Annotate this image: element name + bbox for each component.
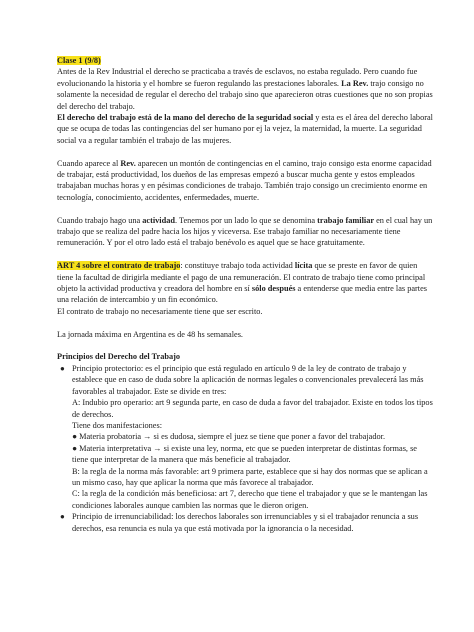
text-run: que se preste en favor de quien tiene la facultad de dirigirla mediante el pago de una remuneración. El contrato de trabajo tiene como principal objeto la actividad productiva y creadora del hombre en sí	[57, 261, 426, 294]
text-run: ● Materia probatoria → si es dudosa, siempre el juez se tiene que poner a favor del trabajador.	[72, 432, 386, 442]
heading-text: Principios del Derecho del Trabajo	[57, 352, 181, 362]
bold-run: La Rev.	[341, 78, 369, 88]
spacer	[57, 203, 434, 214]
bold-run: El derecho del trabajo está de la mano del derecho de la seguridad social	[57, 113, 314, 123]
spacer	[57, 340, 434, 351]
class-title-highlight: Clase 1 (9/8)	[57, 56, 101, 65]
list-item-irrenunciabilidad	[57, 511, 434, 534]
text-run: ● Materia interpretativa → si existe una ley, norma, etc que se pueden interpretar de distintas formas, se tiene que interpretar de la manera que más beneficie al trabajador.	[72, 443, 417, 465]
text-run: trajo consigo no solamente la necesidad de regular el derecho del trabajo sino que aparecieron otras cuestiones que no son propias del derecho del trabajo.	[57, 78, 433, 111]
paragraph-activity	[57, 215, 434, 249]
spacer	[57, 249, 434, 260]
text-run: Principio de irrenunciabilidad: los derechos laborales son irrenunciables y si el trabajador renuncia a sus derechos, esa renuncia es nula ya que está motivada por la ignorancia o la necesidad.	[72, 512, 419, 533]
section-heading	[57, 351, 434, 362]
text-run: Principio protectorio: es el principio que está regulado en artículo 9 de la ley de contrato de trabajo y establece que en caso de duda sobre la aplicación de normas legales o convencionales prevalecerá las más favorables al trabajador. Este se divide en tres:	[72, 363, 424, 396]
text-run: a entenderse que media entre las partes una relación de intercambio y un fin económico.	[57, 284, 428, 305]
art4-highlight: ART 4 sobre el contrato de trabajo	[57, 261, 181, 271]
text-run: C: la regla de la condición más beneficiosa: art 7, derecho que tiene el trabajador y que se le mantengan las condiciones laborales aunque cambien las normas que le dieron origen.	[72, 489, 428, 510]
paragraph-revolution	[57, 158, 434, 204]
text-run: B: la regla de la norma más favorable: art 9 primera parte, establece que si hay dos normas que se aplican a un mismo caso, hay que aplicar la norma que más favorece al trabajador.	[72, 466, 428, 487]
paragraph-max-hours: La jornada máxima en Argentina es de 48 hs semanales.	[57, 329, 244, 339]
principles-list	[57, 363, 434, 534]
text-run: : constituye trabajo toda actividad	[180, 261, 295, 271]
spacer	[57, 146, 434, 157]
class-title	[57, 55, 434, 66]
text-run: y esta es el área del derecho laboral que se ocupa de todas las contingencias del ser humano por ej la vejez, la maternidad, la muerte. La seguridad social va a regular también el trabajo de las mujeres.	[57, 113, 433, 145]
paragraph-intro	[57, 66, 434, 112]
bold-run: actividad	[142, 215, 175, 225]
paragraph-art4	[57, 260, 434, 306]
bold-run: sólo después	[251, 284, 296, 294]
bullet-icon: ●	[60, 363, 65, 373]
text-run: aparecen un montón de contingencias en el camino, trajo consigo esta enorme capacidad de trabajar, está productividad, los dueños de las empresas empezó a buscar mucha gente y estos empleados trabajaban muchas horas y en pésimas condiciones de trabajo. También trajo consigo un crecimiento enorme en tecnología, conocimiento, accidentes, enfermedades, muerte.	[57, 158, 432, 202]
paragraph-contract-written: El contrato de trabajo no necesariamente tiene que ser escrito.	[57, 306, 263, 316]
bold-run: Rev.	[120, 158, 136, 168]
text-run: A: Indubio pro operario: art 9 segunda parte, en caso de duda a favor del trabajador. Existe en todos los tipos de derechos.	[72, 398, 433, 419]
paragraph-social-security	[57, 112, 434, 146]
bold-run: trabajo familiar	[317, 215, 375, 225]
text-run: Cuando trabajo hago una	[57, 215, 143, 225]
list-item-protectorio	[57, 363, 434, 511]
text-run: Tiene dos manifestaciones:	[72, 420, 163, 430]
spacer	[57, 317, 434, 328]
text-run: Antes de la Rev Industrial el derecho se practicaba a través de esclavos, no estaba regulado. Pero cuando fue evolucionando la historia y el hombre se fueron regulando las prestaciones laborales.	[57, 67, 418, 88]
text-run: en el cual hay un trabajo que se realiza del padre hacia los hijos y viceversa. Ese trabajo familiar no necesariamente tiene remuneración. Y por el otro lado está el trabajo benévolo es aquel que se hace gratuitamente.	[57, 215, 433, 248]
text-run: . Tenemos por un lado lo que se denomina	[174, 215, 318, 225]
bold-run: lícita	[294, 261, 313, 271]
text-run: Cuando aparece al	[57, 158, 121, 168]
bullet-icon: ●	[60, 512, 65, 522]
